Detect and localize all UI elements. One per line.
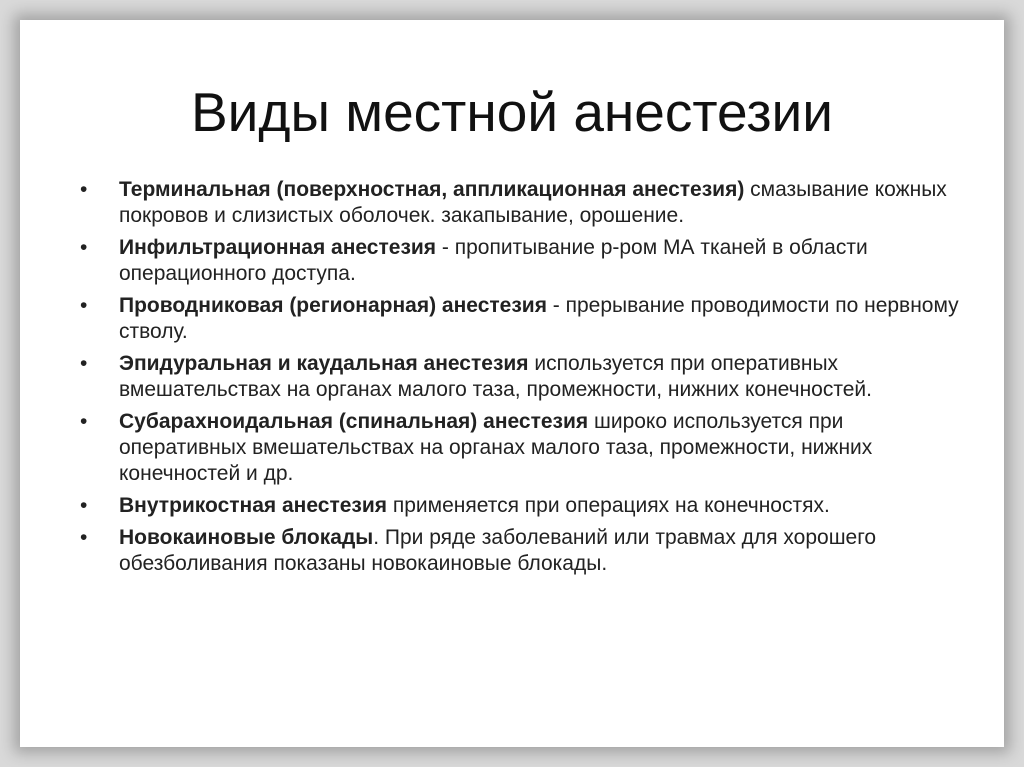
- bullet-icon: •: [80, 526, 88, 549]
- item-term: Новокаиновые блокады: [119, 526, 374, 549]
- item-term: Эпидуральная и каудальная анестезия: [119, 352, 529, 375]
- list-item: [80, 235, 960, 287]
- item-term: Внутрикостная анестезия: [119, 494, 388, 517]
- slide-title: Виды местной анестезии: [190, 81, 834, 143]
- list-item: [80, 409, 960, 487]
- bullet-icon: •: [80, 494, 88, 517]
- list-item: [80, 293, 960, 345]
- item-term: Субарахноидальная (спинальная) анестезия: [119, 410, 589, 433]
- bullet-list: [80, 177, 960, 583]
- bullet-icon: •: [80, 178, 88, 201]
- list-item: [80, 525, 960, 577]
- bullet-icon: •: [80, 352, 88, 375]
- bullet-icon: •: [80, 236, 88, 259]
- item-term: Инфильтрационная анестезия: [119, 236, 437, 259]
- slide: [20, 20, 1004, 747]
- item-text: - пропитывание р-ром МА тканей в области операционного доступа.: [119, 236, 868, 285]
- list-item: [80, 493, 960, 519]
- item-text: применяется при операциях на конечностях.: [387, 494, 830, 517]
- item-text: смазывание кожных покровов и слизистых оболочек. закапывание, орошение.: [119, 178, 947, 227]
- bullet-icon: •: [80, 410, 88, 433]
- item-text: . При ряде заболеваний или травмах для хорошего обезболивания показаны новокаиновые блокады.: [119, 526, 877, 575]
- item-text: широко используется при оперативных вмешательствах на органах малого таза, промежности, нижних конечностей и др.: [119, 410, 873, 485]
- item-text: - прерывание проводимости по нервному стволу.: [119, 294, 959, 343]
- item-term: Проводниковая (регионарная) анестезия: [119, 294, 547, 317]
- list-item: [80, 177, 960, 229]
- bullet-icon: •: [80, 294, 88, 317]
- item-term: Терминальная (поверхностная, аппликационная анестезия): [119, 178, 745, 201]
- item-text: используется при оперативных вмешательствах на органах малого таза, промежности, нижних конечностей.: [119, 352, 872, 401]
- list-item: [80, 351, 960, 403]
